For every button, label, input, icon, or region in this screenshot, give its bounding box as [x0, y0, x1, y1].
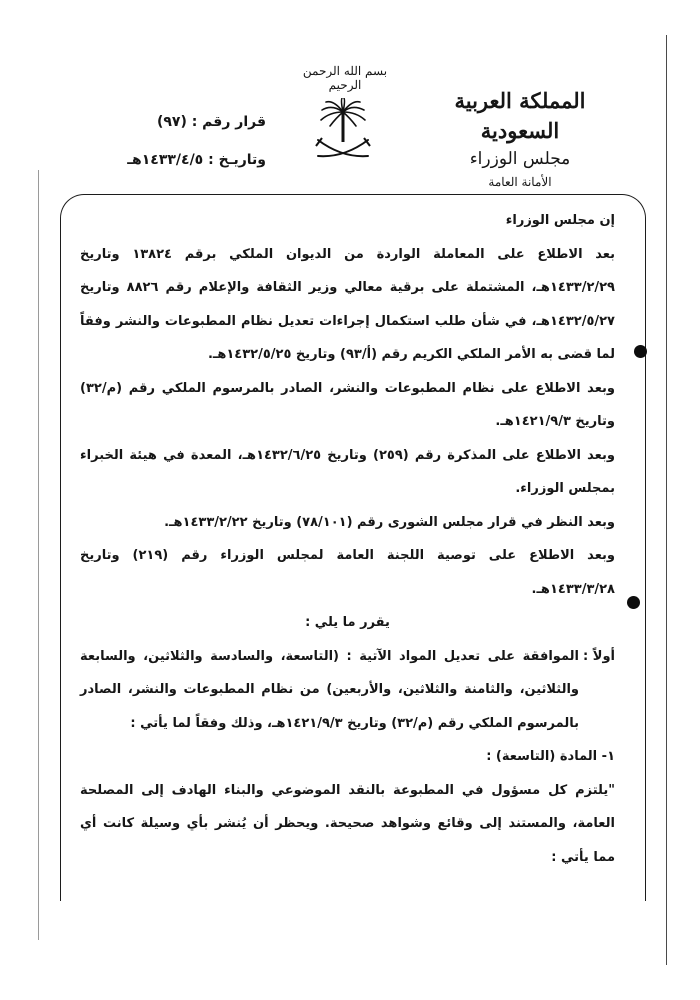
paragraph-shura: وبعد النظر في قرار مجلس الشورى رقم (٧٨/١٠١) وتاريخ ١٤٣٣/٢/٢٢هـ. — [164, 514, 615, 530]
scan-edge-left — [38, 170, 39, 940]
first-text: الموافقة على تعديل المواد الآتية : (التاسعة، والسادسة والثلاثين، والسابعة والثلاثين، والثامنة والثلاثين، والأربعين) من نظام المطبوعات والنشر، الصادر بالمرسوم الملكي رقم (م/٣٢) وتاريخ ١٤٢١/٩/٣هـ، وذلك وفقاً لما يأتي : — [80, 648, 579, 731]
basmala: بسم الله الرحمن الرحيم — [302, 64, 388, 92]
intro-line: إن مجلس الوزراء — [505, 213, 615, 228]
palm-swords-emblem-icon — [312, 98, 374, 164]
article-text: "يلتزم كل مسؤول في المطبوعة بالنقد الموضوعي والبناء الهادف إلى المصلحة العامة، والمستند إلى وقائع وشواهد صحيحة. ويحظر أن يُنشر بأي وسيلة كانت أي مما يأتي : — [80, 782, 615, 865]
article-title: ١- المادة (التاسعة) : — [486, 749, 615, 764]
punch-hole-top — [634, 345, 647, 358]
decision-date: وتاريـخ : ١٤٣٣/٤/٥هـ — [127, 152, 266, 168]
decision-number: قرار رقم : (٩٧) — [156, 114, 266, 130]
paragraph-committee: وبعد الاطلاع على توصية اللجنة العامة لمجلس الوزراء رقم (٢١٩) وتاريخ ١٤٣٣/٣/٢٨هـ. — [80, 548, 615, 597]
decision-body — [80, 204, 615, 874]
ministry-letterhead — [420, 86, 620, 192]
first-resolution — [80, 640, 615, 741]
paragraph-memo: وبعد الاطلاع على المذكرة رقم (٢٥٩) وتاريخ ١٤٣٢/٦/٢٥هـ، المعدة في هيئة الخبراء بمجلس الوزراء. — [80, 447, 615, 496]
council-name: مجلس الوزراء — [469, 149, 571, 169]
punch-hole-bottom — [627, 596, 640, 609]
decision-block — [96, 103, 266, 179]
kingdom-name: المملكة العربية السعودية — [454, 88, 586, 143]
secretariat-name: الأمانة العامة — [488, 175, 552, 189]
paragraph-royal-court: بعد الاطلاع على المعاملة الواردة من الديوان الملكي برقم ١٣٨٢٤ وتاريخ ١٤٣٣/٢/٢٩هـ، المشتملة على برقية معالي وزير الثقافة والإعلام رقم ٨٨٢٦ وتاريخ ١٤٣٢/٥/٢٧هـ، في شأن طلب استكمال إجراءات تعديل نظام المطبوعات والنشر وفقاً لما قضى به الأمر الملكي الكريم رقم (أ/٩٣) وتاريخ ١٤٣٢/٥/٢٥هـ. — [80, 246, 615, 362]
resolves-heading: يقرر ما يلي : — [305, 615, 390, 630]
paragraph-publications-law: وبعد الاطلاع على نظام المطبوعات والنشر، الصادر بالمرسوم الملكي رقم (م/٣٢) وتاريخ ١٤٢١/٩/٣هـ. — [80, 380, 615, 429]
first-label: أولاً : — [583, 648, 615, 664]
scan-edge-right — [666, 35, 667, 965]
